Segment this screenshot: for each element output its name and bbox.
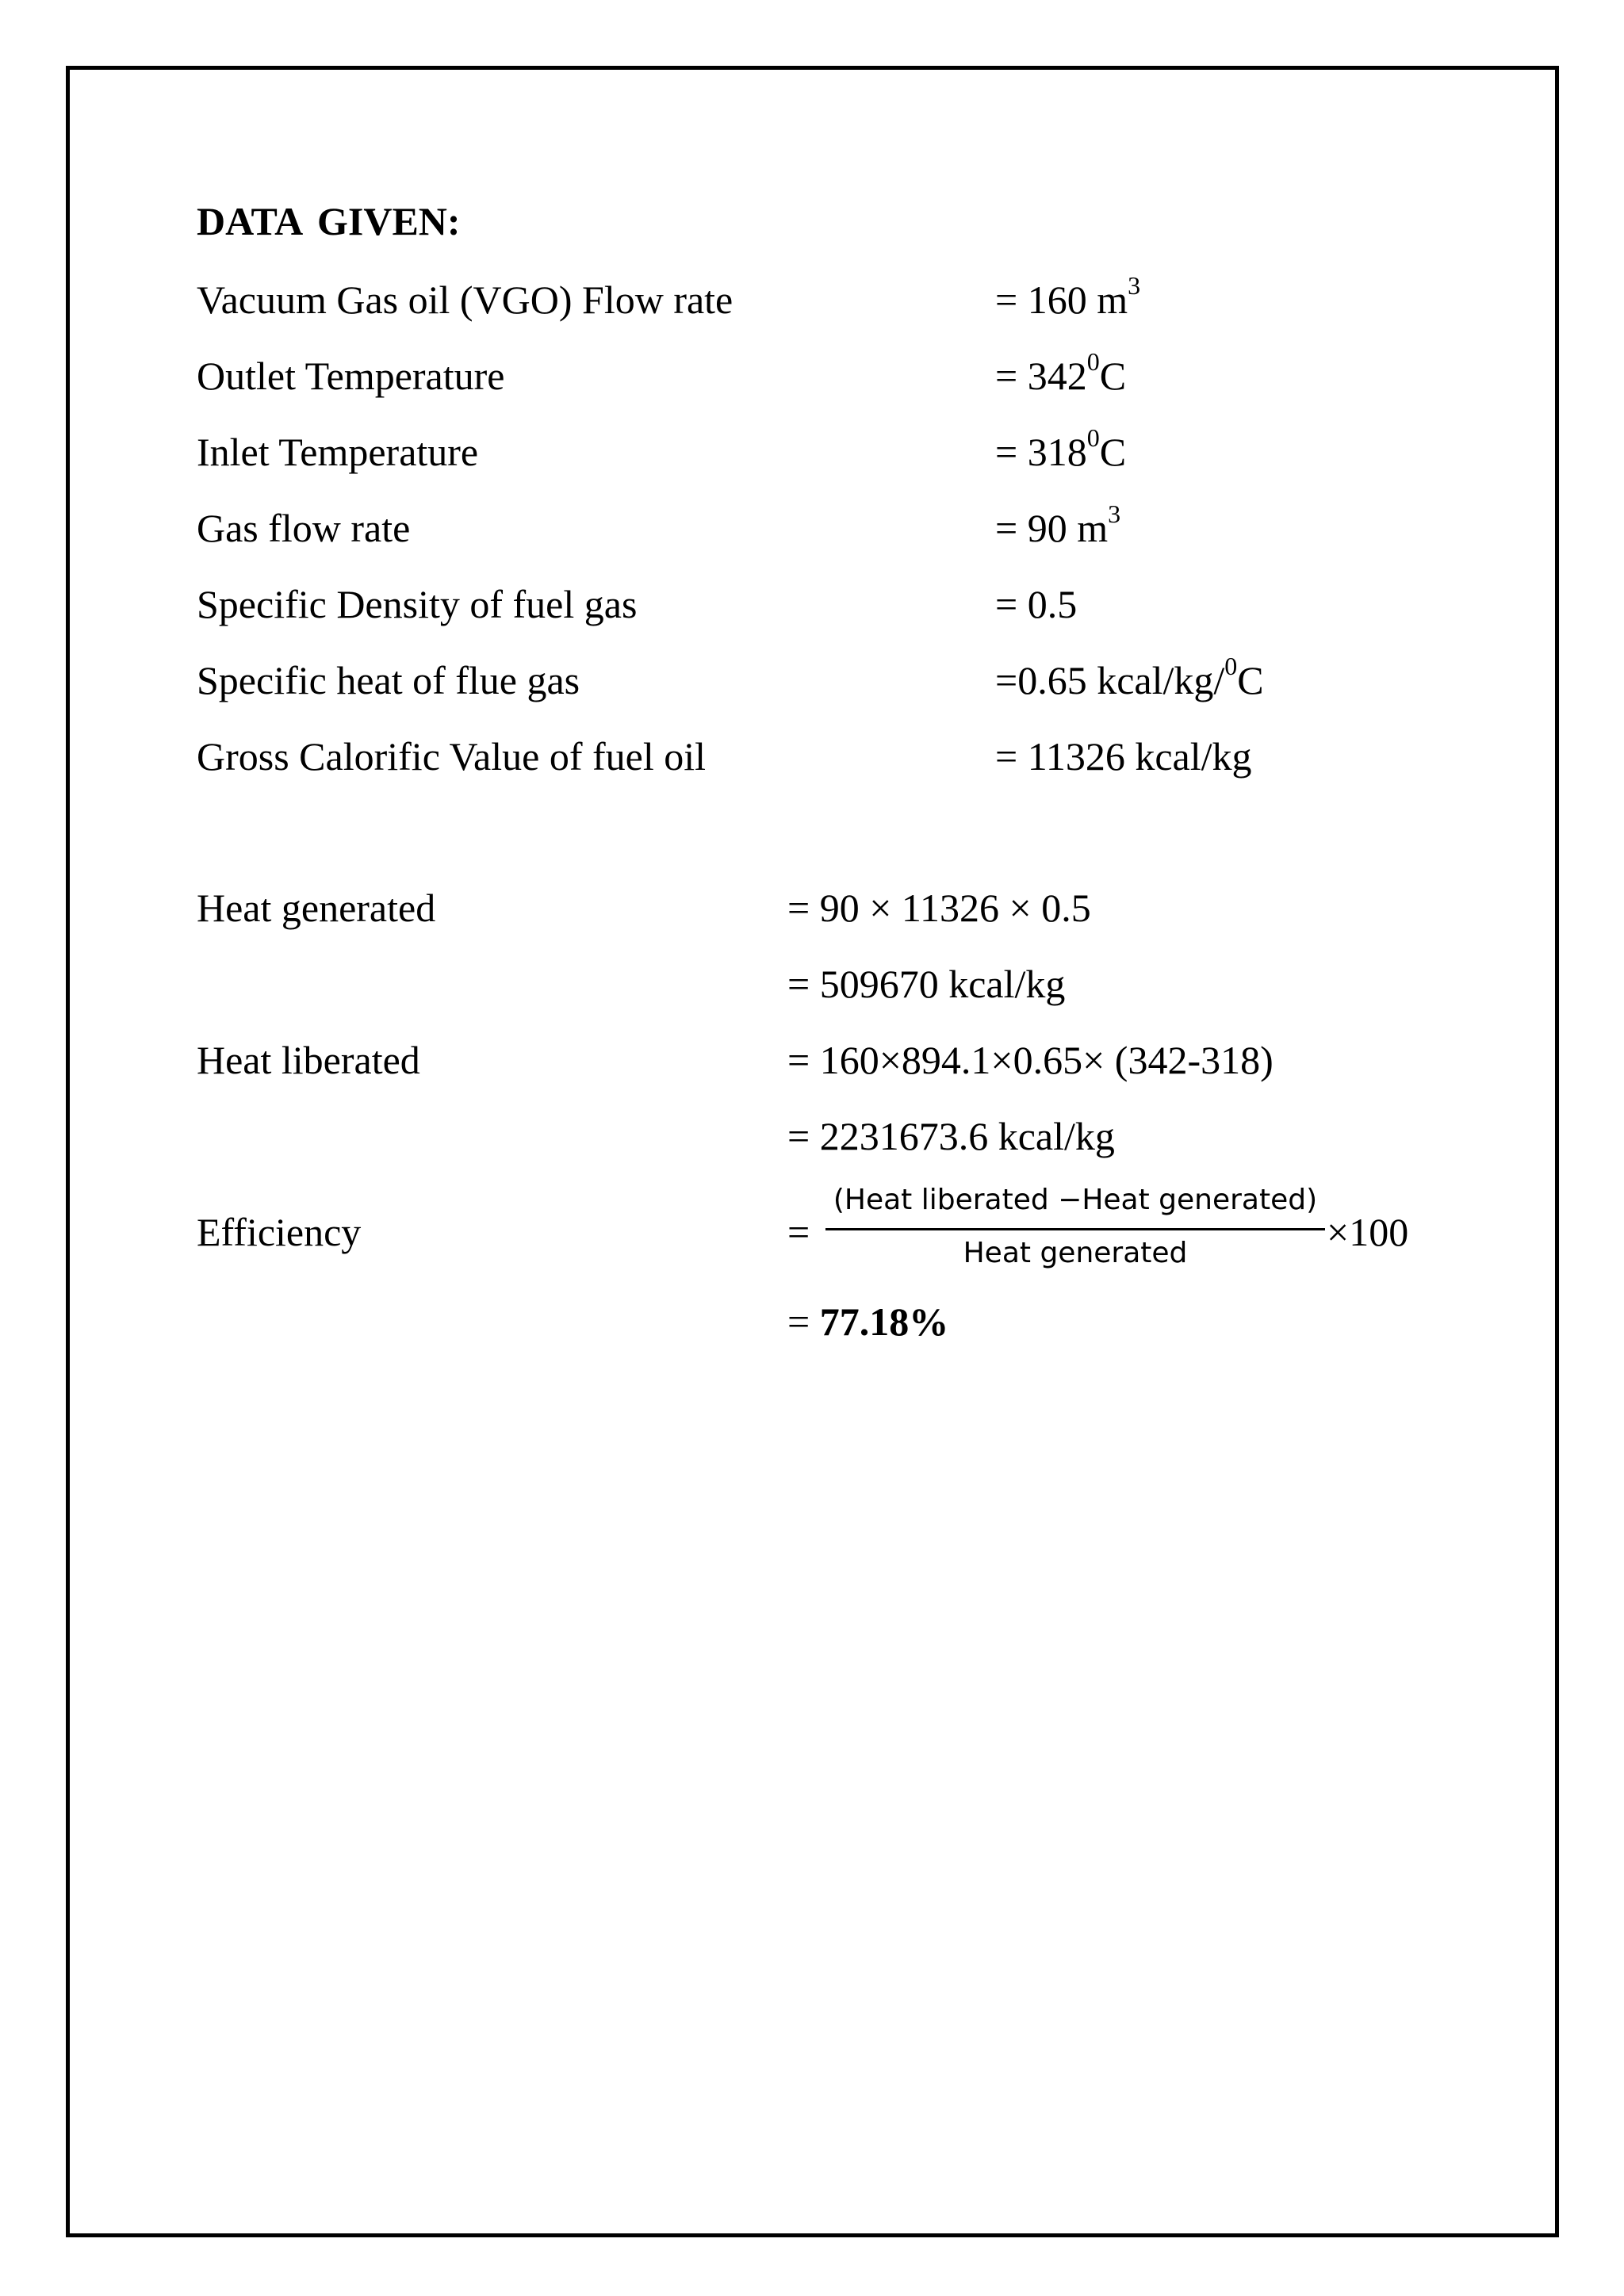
heat-liberated-row <box>0 1032 1624 1088</box>
efficiency-numerator: (Heat liberated −Heat generated) <box>833 1184 1318 1216</box>
given-value: = 160 $m^3$ <box>995 271 1141 322</box>
heat-generated-result: = 509670 kcal/kg <box>787 962 1066 1006</box>
given-label: Gas flow rate <box>197 506 411 550</box>
given-row <box>0 348 1624 404</box>
efficiency-result <box>787 1294 948 1349</box>
heat-liberated-result-row <box>0 1108 1624 1164</box>
given-value: = $318^0C$ <box>995 423 1127 474</box>
efficiency-label: Efficiency <box>197 1210 362 1254</box>
heat-generated-expression: = 90 × 11326 × 0.5 <box>787 886 1091 930</box>
given-label: Inlet Temperature <box>197 430 479 474</box>
given-label: Specific heat of flue gas <box>197 658 580 702</box>
efficiency-result-row <box>0 1294 1624 1349</box>
efficiency-multiplier: ×100 <box>1327 1210 1409 1254</box>
given-value: = 11326 kcal/kg <box>995 734 1252 779</box>
section-heading: DATA GIVEN: <box>197 199 461 243</box>
given-row <box>0 272 1624 327</box>
given-label: Gross Calorific Value of fuel oil <box>197 734 706 779</box>
heat-liberated-result: = 2231673.6 kcal/kg <box>787 1114 1115 1158</box>
efficiency-result-value: 77.18% <box>819 1299 949 1344</box>
given-row <box>0 729 1624 784</box>
given-row <box>0 500 1624 556</box>
heat-liberated-expression: = 160×894.1×0.65× (342-318) <box>787 1038 1274 1082</box>
efficiency-denominator: Heat generated <box>963 1237 1188 1269</box>
given-value: = 90 $m^3$ <box>995 499 1121 550</box>
given-value: = 0.5 <box>995 582 1078 626</box>
given-value: =0.65 kcal/kg/$^0$C <box>995 652 1264 702</box>
efficiency-formula <box>787 1177 1501 1288</box>
heat-generated-result-row <box>0 956 1624 1012</box>
heat-generated-label: Heat generated <box>197 886 436 930</box>
heat-generated-row <box>0 880 1624 936</box>
heat-liberated-label: Heat liberated <box>197 1038 420 1082</box>
given-row <box>0 652 1624 708</box>
given-row <box>0 576 1624 632</box>
efficiency-fraction <box>825 1177 1325 1276</box>
efficiency-equals: = <box>787 1210 810 1254</box>
given-row <box>0 424 1624 480</box>
given-label: Specific Density of fuel gas <box>197 582 638 626</box>
given-label: Outlet Temperature <box>197 354 505 398</box>
efficiency-result-prefix: = <box>787 1299 820 1344</box>
given-label: Vacuum Gas oil (VGO) Flow rate <box>197 277 733 322</box>
given-value: = $342^0C$ <box>995 347 1127 398</box>
